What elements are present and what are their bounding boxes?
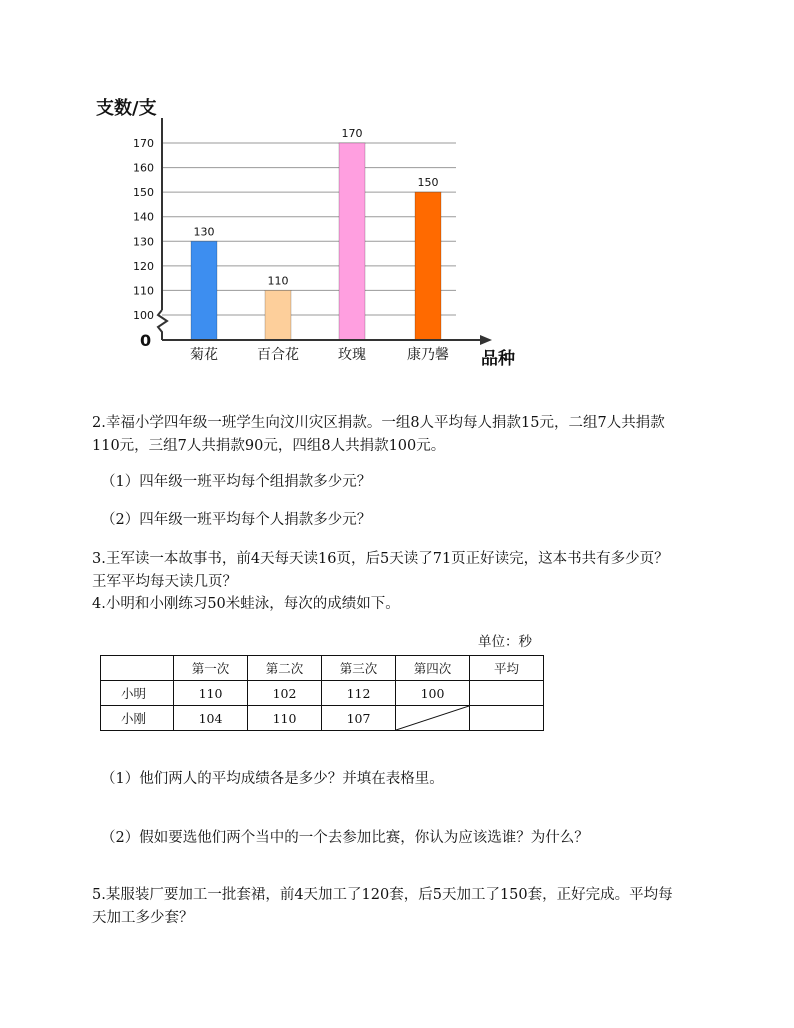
table-header-cell [101, 656, 174, 681]
table-row [101, 681, 544, 706]
table-header-row [101, 656, 544, 681]
bar-3 [339, 143, 365, 340]
table-header-cell: 第二次 [248, 656, 322, 681]
question-4-sub-1: （1）他们两人的平均成绩各是多少？并填在表格里。 [101, 771, 444, 787]
question-2-sub-2: （2）四年级一班平均每个人捐款多少元？ [101, 512, 372, 528]
category-label: 玫瑰 [338, 347, 366, 363]
table-row [101, 706, 544, 731]
table-cell: 100 [396, 681, 470, 706]
table-cell: 112 [322, 681, 396, 706]
y-tick-label: 100 [133, 309, 154, 322]
question-5-line-1: 5.某服装厂要加工一批套裙，前4天加工了120套，后5天加工了150套，正好完成。平均每 [92, 887, 673, 903]
unit-label: 单位：秒 [478, 634, 532, 650]
diagonal-empty-cell [396, 706, 470, 731]
y-axis-label: 支数/支 [96, 98, 157, 119]
bar-4 [415, 192, 441, 340]
bar-1 [191, 241, 217, 340]
question-5-line-2: 天加工多少套？ [92, 910, 194, 926]
question-2-line-1: 2.幸福小学四年级一班学生向汶川灾区捐款。一组8人平均每人捐款15元，二组7人共捐款 [92, 415, 665, 431]
y-tick-label: 160 [133, 161, 154, 175]
origin-label: 0 [140, 331, 152, 350]
y-tick-labels [133, 137, 154, 322]
bar-value-label: 170 [341, 127, 363, 140]
table-header-cell: 第一次 [174, 656, 248, 681]
table-cell: 110 [174, 681, 248, 706]
question-2-line-2: 110元，三组7人共捐款90元，四组8人共捐款100元。 [92, 438, 446, 454]
y-tick-label: 140 [133, 210, 154, 224]
bar-value-label: 130 [193, 225, 215, 239]
question-2-sub-1: （1）四年级一班平均每个组捐款多少元？ [101, 474, 372, 490]
table-header-cell: 平均 [470, 656, 544, 681]
question-4-sub-2: （2）假如要选他们两个当中的一个去参加比赛，你认为应该选谁？为什么？ [101, 830, 589, 846]
bar-value-label: 110 [267, 274, 289, 288]
diagonal-line [396, 706, 469, 730]
table-cell: 104 [174, 706, 248, 731]
question-3-line-2: 王军平均每天读几页？ [92, 574, 237, 590]
bar-value-labels [194, 127, 439, 287]
x-axis-label: 品种 [481, 349, 515, 369]
flower-count-bar-chart [90, 88, 530, 378]
question-3-line-1: 3.王军读一本故事书，前4天每天读16页，后5天读了71页正好读完，这本书共有多少页？ [92, 551, 669, 567]
table-header-cell: 第三次 [322, 656, 396, 681]
y-tick-label: 110 [133, 284, 154, 298]
table-cell: 小明 [101, 681, 174, 706]
table-cell: 107 [322, 706, 396, 731]
category-labels [190, 346, 449, 363]
question-4-line-1: 4.小明和小刚练习50米蛙泳，每次的成绩如下。 [92, 596, 400, 612]
y-tick-label: 130 [133, 235, 154, 249]
bar-2 [265, 290, 291, 340]
score-table [100, 655, 544, 731]
table-cell: 110 [248, 706, 322, 731]
average-cell-empty [470, 706, 544, 731]
category-label: 菊花 [190, 347, 218, 363]
y-tick-label: 170 [133, 137, 154, 150]
y-tick-label: 120 [133, 259, 154, 273]
category-label: 百合花 [257, 347, 299, 363]
average-cell-empty [470, 681, 544, 706]
y-tick-label: 150 [133, 186, 154, 200]
table-header-cell: 第四次 [396, 656, 470, 681]
bar-value-label: 150 [417, 176, 439, 190]
category-label: 康乃馨 [407, 347, 449, 363]
table-cell: 小刚 [101, 706, 174, 731]
x-axis-arrow [480, 335, 492, 345]
table-cell: 102 [248, 681, 322, 706]
